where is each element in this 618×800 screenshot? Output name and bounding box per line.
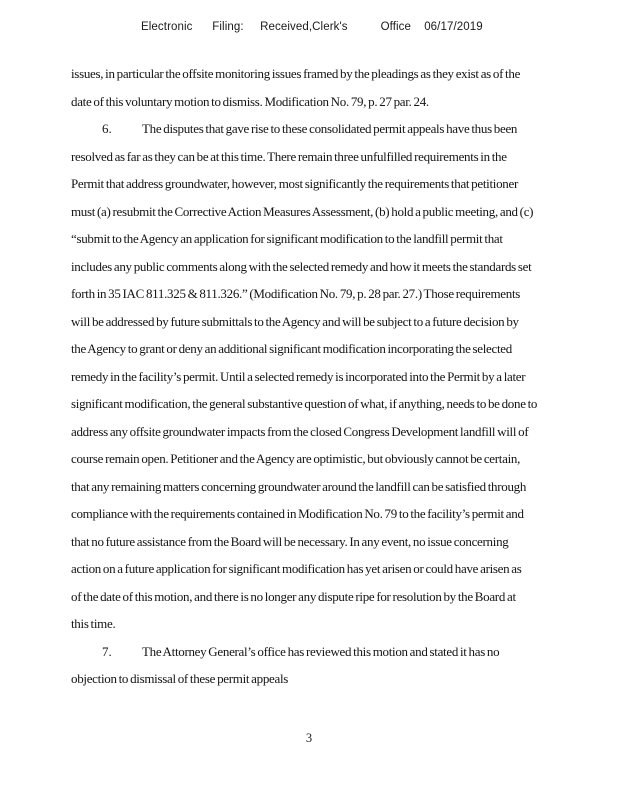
- paragraph-number: 6.: [102, 121, 112, 136]
- body-line: objection to dismissal of these permit appeals: [71, 671, 289, 686]
- body-line: compliance with the requirements contained in Modification No. 79 to the facility’s permit and: [71, 506, 524, 521]
- body-line: course remain open. Petitioner and the Agency are optimistic, but obviously cannot be certain,: [71, 451, 521, 466]
- body-line: resolved as far as they can be at this time. There remain three unfulfilled requirements in the: [71, 148, 507, 164]
- body-line: action on a future application for significant modification has yet arisen or could have arisen as: [71, 561, 522, 576]
- body-line: address any offsite groundwater impacts from the closed Congress Development landfill will of: [71, 423, 529, 439]
- paragraph-number: 7.: [102, 643, 112, 659]
- body-line: date of this voluntary motion to dismiss. Modification No. 79, p. 27 par. 24.: [71, 93, 429, 109]
- body-line: 6. The disputes that gave rise to these consolidated permit appeals have thus been: [71, 115, 557, 143]
- body-line: forth in 35 IAC 811.325 & 811.326.” (Modification No. 79, p. 28 par. 27.) Those requirements: [71, 286, 521, 301]
- body-line: this time.: [71, 616, 116, 631]
- body-line: remedy in the facility’s permit. Until a selected remedy is incorporated into the Permit by a later: [71, 368, 526, 384]
- page-number: 3: [305, 731, 313, 745]
- efiling-header-stamp: Electronic Filing: Received,Clerk's Office 06/17/2019: [141, 21, 483, 33]
- body-line: must (a) resubmit the Corrective Action Measures Assessment, (b) hold a public meeting, and (c): [71, 203, 534, 219]
- body-line: the Agency to grant or deny an additional significant modification incorporating the selected: [71, 341, 512, 356]
- body-line: Permit that address groundwater, however, most significantly the requirements that petitioner: [71, 176, 518, 191]
- body-line: includes any public comments along with the selected remedy and how it meets the standards set: [71, 258, 532, 274]
- body-line: 7. The Attorney General’s office has reviewed this motion and stated it has no: [71, 638, 557, 666]
- body-line: of the date of this motion, and there is no longer any dispute ripe for resolution by the Board at: [71, 588, 516, 604]
- body-line: that any remaining matters concerning groundwater around the landfill can be satisfied through: [71, 478, 527, 494]
- body-line: significant modification, the general substantive question of what, if anything, needs to be done to: [71, 396, 538, 411]
- body-line: will be addressed by future submittals to the Agency and will be subject to a future decision by: [71, 313, 519, 329]
- body-text: [71, 60, 557, 693]
- body-line: “submit to the Agency an application for significant modification to the landfill permit that: [71, 231, 503, 246]
- body-line: that no future assistance from the Board will be necessary. In any event, no issue concerning: [71, 533, 509, 549]
- body-line: issues, in particular the offsite monitoring issues framed by the pleadings as they exist as of the: [71, 66, 521, 81]
